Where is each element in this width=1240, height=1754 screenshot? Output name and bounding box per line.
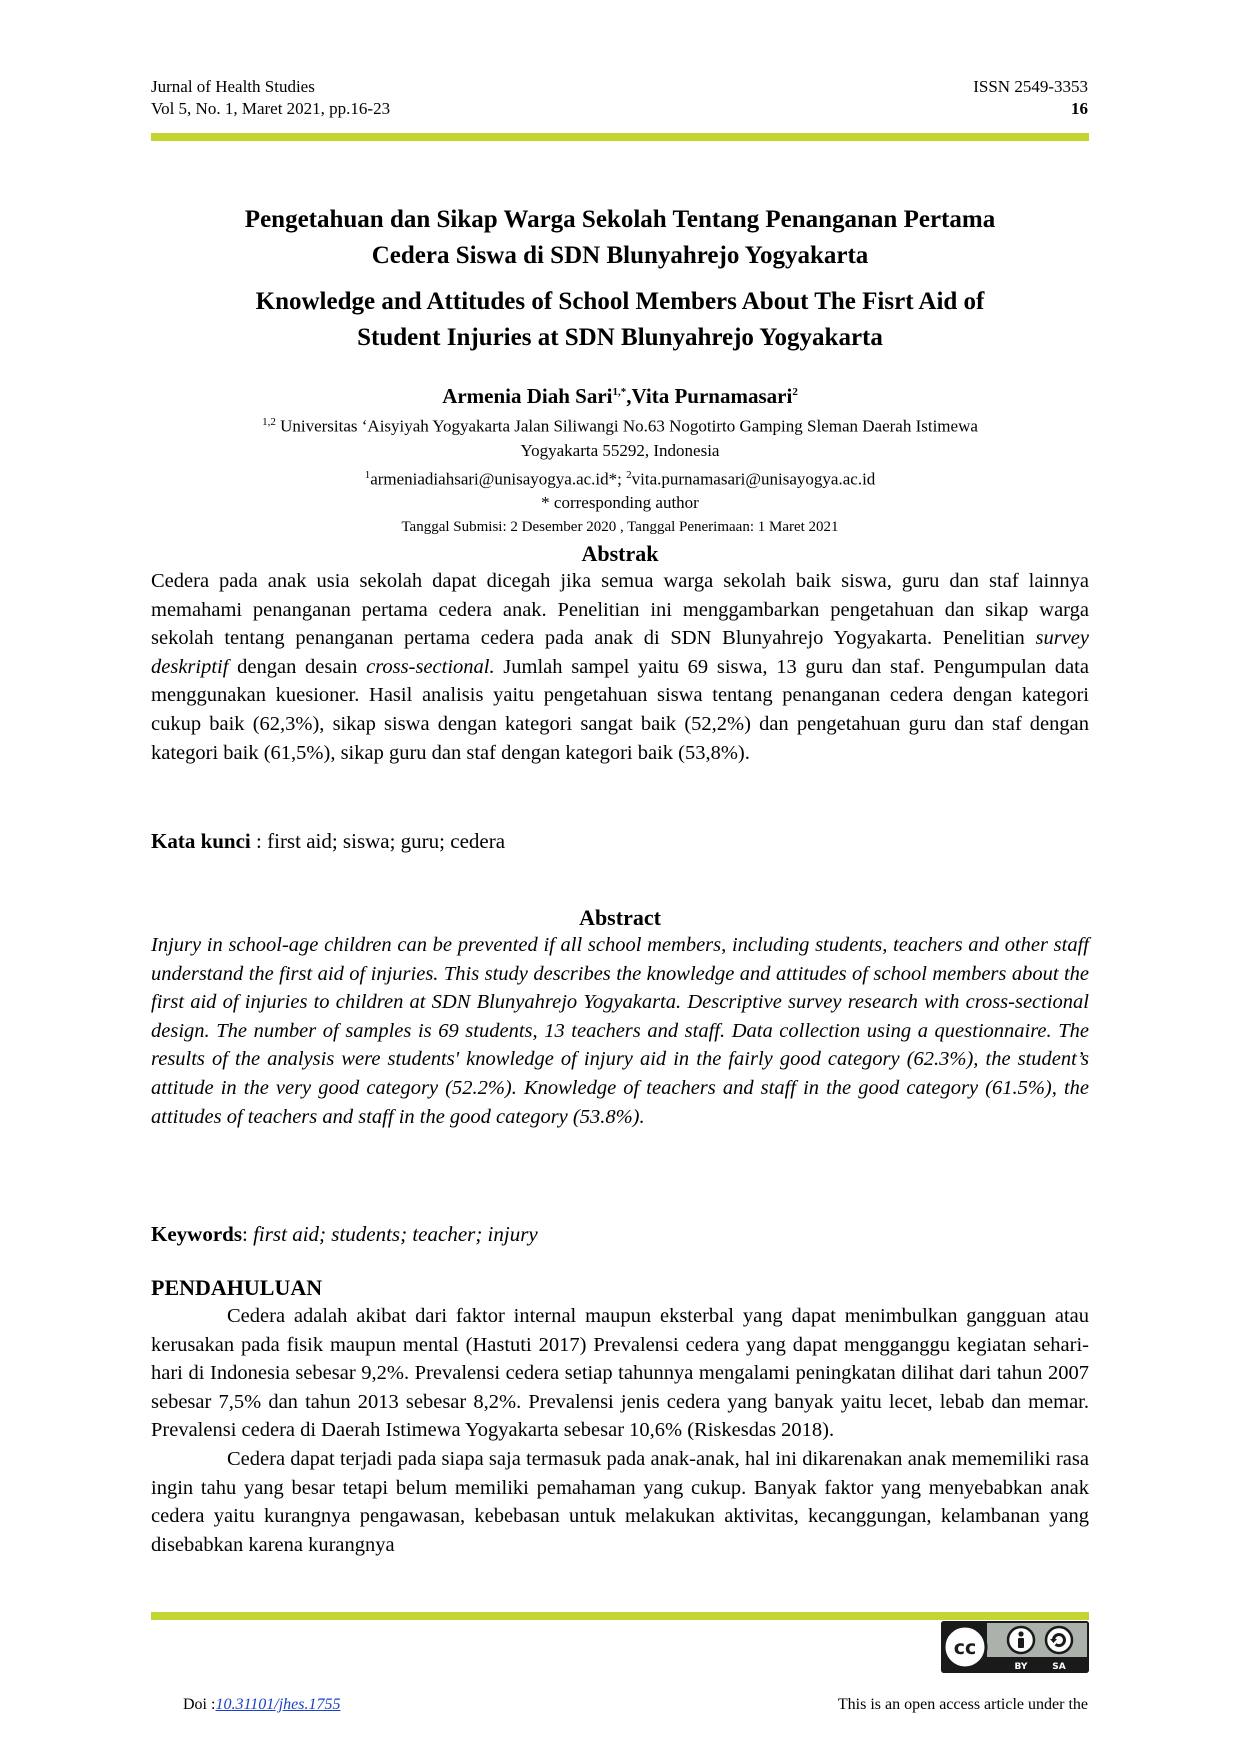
abstrak-text-1: Cedera pada anak usia sekolah dapat dicegah jika semua warga sekolah baik siswa, guru dan staf lainnya memahami penanganan pertama cedera anak. Penelitian ini menggambarkan pengetahuan dan sikap warga sekolah tentang penanganan pertama cedera pada anak di SDN Blunyahrejo Yogyakarta. Penelitian xyxy=(151,570,1089,650)
keywords-label: Keywords xyxy=(151,1222,242,1246)
sa-label: SA xyxy=(1052,1662,1066,1672)
title-block xyxy=(151,202,1089,356)
email-2-sup: 2 xyxy=(626,468,632,481)
email-2: vita.purnamasari@unisayogya.ac.id xyxy=(631,469,876,489)
share-alike-icon xyxy=(1046,1627,1072,1653)
footer-rule xyxy=(151,1612,1089,1620)
doi-label: Doi : xyxy=(183,1696,216,1713)
author-1-sup: 1,* xyxy=(612,386,627,398)
abstrak-italic-1: survey deskriptif xyxy=(151,627,1089,678)
author-names xyxy=(151,378,1089,410)
cc-text: cc xyxy=(953,1637,977,1659)
abstrak-text-2: dengan desain xyxy=(228,655,367,678)
keywords-colon: : xyxy=(242,1222,254,1246)
kata-kunci-value: : first aid; siswa; guru; cedera xyxy=(250,829,506,853)
pendahuluan-paragraph-2: Cedera dapat terjadi pada siapa saja termasuk pada anak-anak, hal ini dikarenakan anak mememiliki rasa ingin tahu yang besar tetapi belum memiliki pemahaman yang cukup. Banyak faktor yang menyebabkan anak cedera yaitu kurangnya pengawasan, kebebasan untuk melakukan aktivitas, kecanggungan, kelambanan yang disebabkan karena kurangnya xyxy=(151,1447,1089,1556)
abstract-heading: Abstract xyxy=(579,905,661,930)
pendahuluan-paragraph-1: Cedera adalah akibat dari faktor internal maupun eksterbal yang dapat menimbulkan gangguan atau kerusakan pada fisik maupun mental (Hastuti 2017) Prevalensi cedera yang dapat mengganggu kegiatan sehari-hari di Indonesia sebesar 9,2%. Prevalensi cedera setiap tahunnya mengalami peningkatan dilihat dari tahun 2007 sebesar 7,5% dan tahun 2013 sebesar 8,2%. Prevalensi jenis cedera yang banyak yaitu lecet, lebab dan memar. Prevalensi cedera di Daerah Istimewa Yogyakarta sebesar 10,6% (Riskesdas 2018). xyxy=(151,1305,1089,1442)
issn: ISSN 2549-3353 xyxy=(973,77,1088,96)
keywords-value: first aid; students; teacher; injury xyxy=(253,1222,538,1246)
author-1: Armenia Diah Sari xyxy=(442,384,613,408)
title-id-line-1: Pengetahuan dan Sikap Warga Sekolah Tentang Penanganan Pertama xyxy=(244,206,996,233)
abstract-body xyxy=(151,931,1089,1131)
kata-kunci xyxy=(151,829,505,854)
title-english xyxy=(151,284,1089,356)
corresponding-note: * corresponding author xyxy=(541,493,699,513)
affiliation-text: Universitas ‘Aisyiyah Yogyakarta Jalan Siliwangi No.63 Nogotirto Gamping Sleman Daerah Istimewa xyxy=(275,416,978,436)
running-header-left xyxy=(151,76,390,120)
author-block xyxy=(151,378,1089,539)
pendahuluan-heading: PENDAHULUAN xyxy=(151,1275,323,1300)
doi-link[interactable]: 10.31101/jhes.1755 xyxy=(215,1696,341,1713)
author-2: ,Vita Purnamasari xyxy=(626,384,793,408)
affiliation xyxy=(151,410,1089,439)
emails xyxy=(151,463,1089,492)
affiliation-sup: 1,2 xyxy=(262,416,276,428)
author-2-sup: 2 xyxy=(792,386,798,398)
cc-license-graphic xyxy=(941,1621,1089,1673)
abstrak-italic-2: cross-sectional. xyxy=(366,655,495,678)
doi-line xyxy=(183,1696,340,1714)
title-indonesian xyxy=(151,202,1089,274)
email-1: armeniadiahsari@unisayogya.ac.id*; xyxy=(370,469,627,489)
abstract-text: Injury in school-age children can be prevented if all school members, including students, teachers and other staff understand the first aid of injuries. This study describes the knowledge and attitudes of school members about the first aid of injuries to children at SDN Blunyahrejo Yogyakarta. Descriptive survey research with cross-sectional design. The number of samples is 69 students, 13 teachers and staff. Data collection using a questionnaire. The results of the analysis were students' knowledge of injury aid in the fairly good category (62.3%), the student’s attitude in the very good category (52.2%). Knowledge of teachers and staff in the good category (61.5%), the attitudes of teachers and staff in the good category (53.8%). xyxy=(151,934,1089,1128)
page-number: 16 xyxy=(1071,99,1088,118)
journal-volume: Vol 5, No. 1, Maret 2021, pp.16-23 xyxy=(151,99,391,118)
header-rule xyxy=(151,133,1089,141)
journal-name: Jurnal of Health Studies xyxy=(151,77,315,96)
open-access-note: This is an open access article under the xyxy=(837,1696,1088,1713)
affiliation-line-2: Yogyakarta 55292, Indonesia xyxy=(520,440,720,460)
email-1-sup: 1 xyxy=(364,468,371,481)
abstrak-text-3: Jumlah sampel yaitu 69 siswa, 13 guru dan staf. Pengumpulan data menggunakan kuesioner. Hasil analisis yaitu pengetahuan siswa tentang penanganan cedera dengan kategori cukup baik (62,3%), sikap siswa dengan kategori sangat baik (52,2%) dan pengetahuan guru dan staf dengan kategori baik (61,5%), sikap guru dan staf dengan kategori baik (53,8%). xyxy=(151,655,1089,764)
abstrak-body xyxy=(151,567,1089,767)
cc-by-sa-license-icon[interactable] xyxy=(941,1621,1089,1673)
by-label: BY xyxy=(1014,1662,1028,1672)
title-en-line-1: Knowledge and Attitudes of School Members About The Fisrt Aid of xyxy=(255,288,985,315)
abstrak-heading: Abstrak xyxy=(581,541,659,566)
submission-dates: Tanggal Submisi: 2 Desember 2020 , Tanggal Penerimaan: 1 Maret 2021 xyxy=(401,519,839,536)
running-header-right xyxy=(973,76,1088,120)
title-id-line-2: Cedera Siswa di SDN Blunyahrejo Yogyakarta xyxy=(371,242,869,269)
pendahuluan-body xyxy=(151,1302,1089,1559)
keywords xyxy=(151,1222,538,1247)
kata-kunci-label: Kata kunci xyxy=(151,829,251,853)
title-en-line-2: Student Injuries at SDN Blunyahrejo Yogyakarta xyxy=(357,324,883,351)
